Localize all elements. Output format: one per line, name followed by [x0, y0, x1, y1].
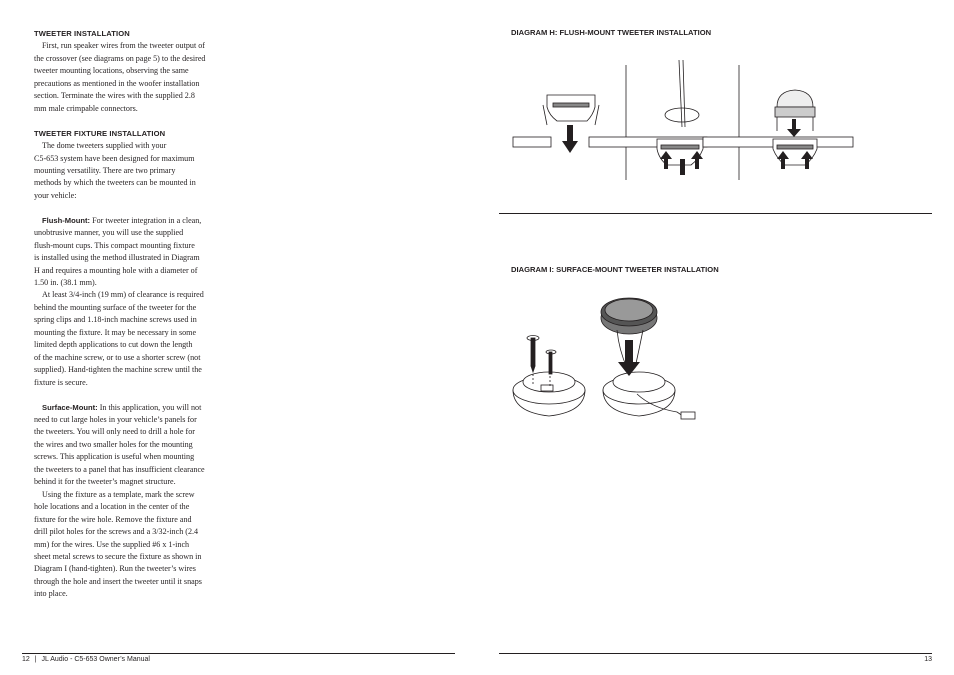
text-line: C5-653 system have been designed for maximum — [34, 153, 195, 163]
text-line: H and requires a mounting hole with a diameter of — [34, 265, 198, 275]
flush-mount-section — [34, 215, 230, 389]
text-line: First, run speaker wires from the tweeter output of — [42, 41, 205, 51]
left-text-column — [34, 28, 230, 601]
text-line: the wires and two smaller holes for the mounting — [34, 439, 193, 449]
text-line: Surface-Mount: In this application, you will not — [42, 402, 202, 412]
text-line: unobtrusive manner, you will use the supplied — [34, 228, 184, 238]
text-line: mm male crimpable connectors. — [34, 103, 138, 113]
text-line: Diagram I (hand-tighten). Run the tweeter’s wires — [34, 564, 196, 574]
down-arrow-icon — [787, 119, 801, 137]
page-number: 12 — [22, 656, 30, 663]
text-line: precautions as mentioned in the woofer installation — [34, 78, 200, 88]
text-line: supplied). Hand-tighten the machine screw until the — [34, 365, 202, 375]
text-line: 1.50 in. (38.1 mm). — [34, 278, 97, 288]
text-line: the tweeters. You will only need to drill a hole for — [34, 427, 195, 437]
text-line: section. Terminate the wires with the supplied 2.8 — [34, 91, 195, 101]
text-line: fixture for the wire hole. Remove the fixture and — [34, 514, 192, 524]
text-line: behind it for the tweeter’s magnet structure. — [34, 477, 176, 487]
diagram-h-title: DIAGRAM H: FLUSH-MOUNT TWEETER INSTALLATION — [511, 28, 712, 37]
text-line: hole locations and a location in the center of the — [34, 502, 190, 512]
right-page — [477, 0, 954, 675]
diagram-i-illustration — [477, 290, 954, 440]
flush-cup — [543, 95, 599, 125]
text-line: The dome tweeters supplied with your — [42, 141, 167, 151]
text-line: Using the fixture as a template, mark the screw — [42, 489, 195, 499]
text-line: methods by which the tweeters can be mounted in — [34, 178, 196, 188]
text-line: tweeter mounting locations, observing the same — [34, 66, 189, 76]
text-line: fixture is secure. — [34, 377, 88, 387]
text-line: Flush-Mount: For tweeter integration in a clean, — [42, 215, 202, 225]
text-line: limited depth applications to cut down the length — [34, 340, 193, 350]
text-line: through the hole and insert the tweeter until it snaps — [34, 576, 202, 586]
text-line: flush-mount cups. This compact mounting fixture — [34, 240, 195, 250]
down-arrow-icon — [562, 125, 578, 153]
text-line: mounting the fixture. It may be necessary in some — [34, 327, 197, 337]
text-line: the crossover (see diagrams on page 5) to the desired — [34, 53, 206, 63]
footer-rule — [499, 653, 932, 654]
screwdriver-shaft — [683, 60, 685, 127]
text-line: of the machine screw, or to use a shorter screw (not — [34, 352, 201, 362]
manual-title: JL Audio - C5-653 Owner’s Manual — [41, 656, 150, 663]
tweeter-installation-heading: TWEETER INSTALLATION — [34, 29, 130, 38]
text-line: At least 3/4-inch (19 mm) of clearance is required — [42, 290, 204, 300]
page-number: 13 — [924, 656, 932, 663]
panel-section — [513, 137, 551, 147]
wire-connector — [681, 412, 695, 419]
footer-separator: | — [34, 656, 37, 663]
text-line: drill pilot holes for the screws and a 3/32-inch (2.4 — [34, 527, 199, 537]
tweeter-installation-body — [34, 40, 230, 115]
flush-mount-lead: Flush-Mount: — [42, 215, 91, 225]
text-line: spring clips and 1.18-inch machine screws used in — [34, 315, 197, 325]
fixture-installation-body — [34, 140, 230, 202]
footer-left — [22, 656, 150, 663]
surface-fixture — [513, 372, 585, 416]
text-line: into place. — [34, 589, 68, 599]
surface-mount-lead: Surface-Mount: — [42, 402, 98, 412]
footer-rule — [22, 653, 455, 654]
down-arrow-icon — [618, 340, 640, 376]
text-line: mounting versatility. There are two primary — [34, 165, 176, 175]
text-line: behind the mounting surface of the tweeter for the — [34, 302, 197, 312]
text-line: mm) for the wires. Use the supplied #6 x 1-inch — [34, 539, 190, 549]
text-line: your vehicle: — [34, 190, 77, 200]
text-line: sheet metal screws to secure the fixture as shown in — [34, 551, 202, 561]
text-line: screws. This application is useful when mounting — [34, 452, 195, 462]
diagram-i-title: DIAGRAM I: SURFACE-MOUNT TWEETER INSTALLATION — [511, 265, 719, 274]
screw-icon — [527, 336, 556, 375]
tweeter-grille — [601, 298, 657, 334]
surface-mount-section — [34, 402, 230, 601]
text-line: need to cut large holes in your vehicle’s panels for — [34, 415, 197, 424]
diagram-h-illustration — [477, 55, 954, 185]
screwdriver-shaft — [679, 60, 682, 127]
section-rule — [499, 213, 932, 214]
text-line: is installed using the method illustrated in Diagram — [34, 253, 200, 263]
text-line: the tweeters to a panel that has insufficient clearance — [34, 464, 205, 474]
fixture-installation-heading: TWEETER FIXTURE INSTALLATION — [34, 128, 166, 138]
flush-cup — [773, 139, 817, 165]
